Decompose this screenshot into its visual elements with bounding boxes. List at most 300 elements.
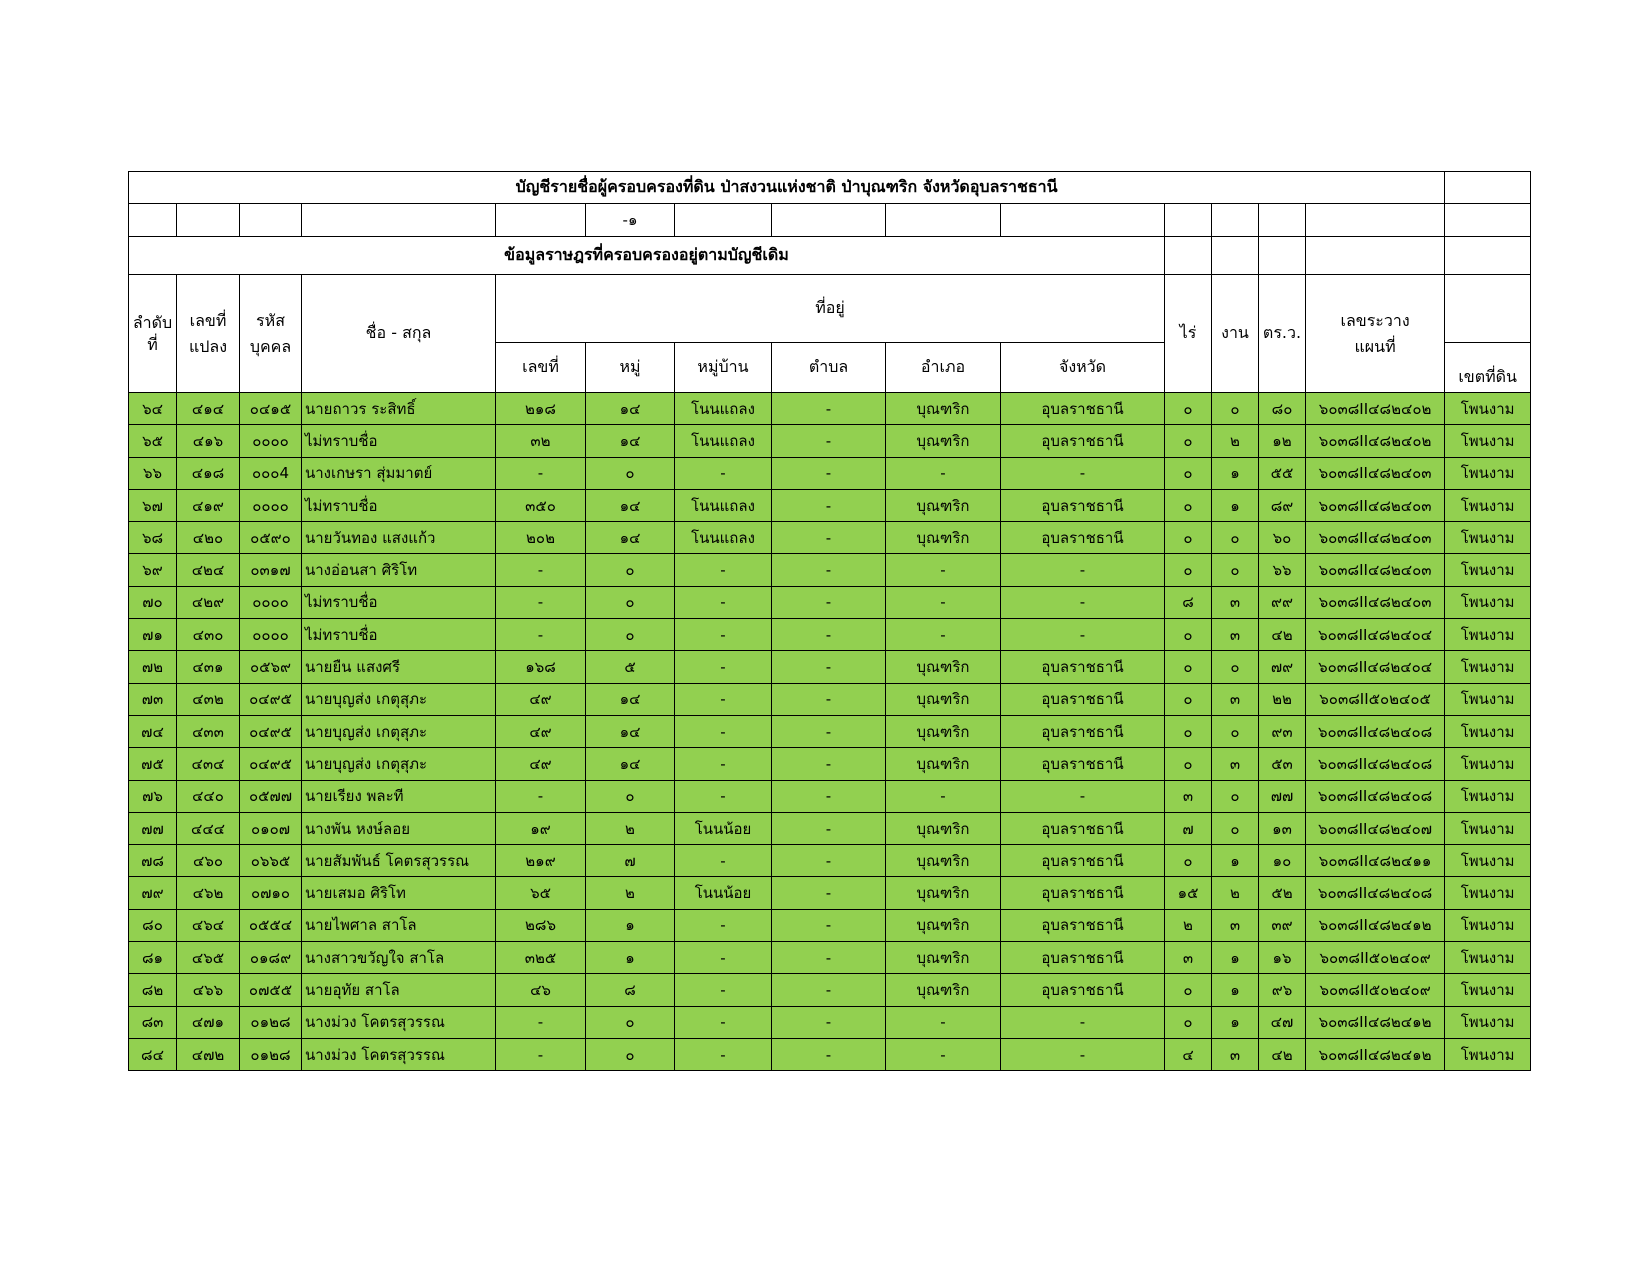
person-code-cell: ๐๑๐๗: [240, 812, 302, 844]
land-occupant-table: [128, 171, 1531, 1071]
person-code-cell: ๐๑๒๘: [240, 1038, 302, 1070]
house-no-cell: -: [496, 457, 586, 489]
sqwa-cell: ๘๐: [1259, 393, 1306, 425]
rai-cell: ๐: [1165, 619, 1212, 651]
rai-cell: ๐: [1165, 554, 1212, 586]
rai-cell: ๐: [1165, 457, 1212, 489]
rai-cell: ๔: [1165, 1038, 1212, 1070]
table-row: [129, 489, 1531, 521]
name-cell: นายบุญส่ง เกตุสุภะ: [302, 748, 496, 780]
house-no-cell: ๒๐๒: [496, 522, 586, 554]
sqwa-cell: ๒๒: [1259, 683, 1306, 715]
blank-cell: [1306, 204, 1445, 237]
house-no-cell: ๖๕: [496, 877, 586, 909]
person-code-cell: ๐๑๒๘: [240, 1006, 302, 1038]
amphoe-cell: บุณฑริก: [886, 522, 1001, 554]
name-cell: นางอ่อนสา ศิริโท: [302, 554, 496, 586]
blank-cell: [772, 204, 886, 237]
name-cell: นายถาวร ระสิทธิ์: [302, 393, 496, 425]
table-row: [129, 651, 1531, 683]
moo-cell: ๐: [586, 780, 675, 812]
table-body: [129, 393, 1531, 1071]
blank-cell: [240, 204, 302, 237]
house-no-cell: -: [496, 619, 586, 651]
table-row: [129, 974, 1531, 1006]
header-rai: ไร่: [1165, 275, 1212, 393]
table-row: [129, 748, 1531, 780]
sqwa-cell: ๘๙: [1259, 489, 1306, 521]
tambon-cell: -: [772, 845, 886, 877]
amphoe-cell: -: [886, 1038, 1001, 1070]
plot-cell: ๔๖๕: [177, 942, 240, 974]
sqwa-cell: ๕๒: [1259, 877, 1306, 909]
sqwa-cell: ๙๖: [1259, 974, 1306, 1006]
seq-cell: ๗๘: [129, 845, 177, 877]
header-name: ชื่อ - สกุล: [302, 275, 496, 393]
name-cell: นางพัน หงษ์ลอย: [302, 812, 496, 844]
seq-cell: ๗๑: [129, 619, 177, 651]
rai-cell: ๐: [1165, 715, 1212, 747]
rai-cell: ๐: [1165, 1006, 1212, 1038]
ngan-cell: ๐: [1212, 812, 1259, 844]
header-zone-top: [1445, 275, 1531, 343]
plot-cell: ๔๖๒: [177, 877, 240, 909]
amphoe-cell: -: [886, 780, 1001, 812]
title-side-cell: [1445, 172, 1531, 204]
blank-cell: [1259, 204, 1306, 237]
seq-cell: ๗๓: [129, 683, 177, 715]
rai-cell: ๒: [1165, 909, 1212, 941]
blank-cell: [1306, 237, 1445, 275]
amphoe-cell: บุณฑริก: [886, 425, 1001, 457]
village-cell: -: [675, 651, 772, 683]
plot-cell: ๔๖๔: [177, 909, 240, 941]
table-title: บัญชีรายชื่อผู้ครอบครองที่ดิน ป่าสงวนแห่งชาติ ป่าบุณฑริก จังหวัดอุบลราชธานี: [129, 172, 1445, 204]
village-cell: -: [675, 909, 772, 941]
moo-cell: ๘: [586, 974, 675, 1006]
sqwa-cell: ๖๐: [1259, 522, 1306, 554]
house-no-cell: ๑๙: [496, 812, 586, 844]
blank-cell: [1212, 204, 1259, 237]
blank-cell: [129, 204, 177, 237]
zone-cell: โพนงาม: [1445, 619, 1531, 651]
province-cell: อุบลราชธานี: [1001, 974, 1165, 1006]
seq-cell: ๗๔: [129, 715, 177, 747]
tambon-cell: -: [772, 522, 886, 554]
seq-cell: ๗๕: [129, 748, 177, 780]
map-sheet-cell: ๖๐๓๘II๔๘๒๔๐๓: [1306, 489, 1445, 521]
moo-cell: ๐: [586, 1038, 675, 1070]
person-code-cell: ๐๓๑๗: [240, 554, 302, 586]
table-row: [129, 619, 1531, 651]
village-cell: -: [675, 748, 772, 780]
seq-cell: ๘๒: [129, 974, 177, 1006]
zone-cell: โพนงาม: [1445, 780, 1531, 812]
seq-cell: ๖๘: [129, 522, 177, 554]
sqwa-cell: ๓๙: [1259, 909, 1306, 941]
ngan-cell: ๓: [1212, 683, 1259, 715]
rai-cell: ๐: [1165, 522, 1212, 554]
name-cell: นายเรียง พละที: [302, 780, 496, 812]
map-sheet-cell: ๖๐๓๘II๔๘๒๔๐๘: [1306, 748, 1445, 780]
house-no-cell: ๒๑๘: [496, 393, 586, 425]
name-cell: นายยืน แสงศรี: [302, 651, 496, 683]
ngan-cell: ๐: [1212, 554, 1259, 586]
name-cell: นางม่วง โคตรสุวรรณ: [302, 1006, 496, 1038]
plot-cell: ๔๓๑: [177, 651, 240, 683]
seq-cell: ๘๐: [129, 909, 177, 941]
amphoe-cell: -: [886, 457, 1001, 489]
amphoe-cell: บุณฑริก: [886, 715, 1001, 747]
ngan-cell: ๓: [1212, 909, 1259, 941]
province-cell: -: [1001, 619, 1165, 651]
table-row: [129, 909, 1531, 941]
map-sheet-cell: ๖๐๓๘II๕๐๒๔๐๙: [1306, 974, 1445, 1006]
rai-cell: ๑๕: [1165, 877, 1212, 909]
table-row: [129, 1038, 1531, 1070]
moo-cell: ๑๔: [586, 522, 675, 554]
moo-cell: ๐: [586, 554, 675, 586]
person-code-cell: ๐๐๐๐: [240, 425, 302, 457]
plot-cell: ๔๒๙: [177, 586, 240, 618]
blank-cell: [177, 204, 240, 237]
rai-cell: ๐: [1165, 489, 1212, 521]
name-cell: นายบุญส่ง เกตุสุภะ: [302, 715, 496, 747]
amphoe-cell: บุณฑริก: [886, 683, 1001, 715]
amphoe-cell: -: [886, 554, 1001, 586]
name-cell: นายวันทอง แสงแก้ว: [302, 522, 496, 554]
table-row: [129, 457, 1531, 489]
rai-cell: ๗: [1165, 812, 1212, 844]
table-row: [129, 683, 1531, 715]
name-cell: ไม่ทราบชื่อ: [302, 586, 496, 618]
table-subtitle: ข้อมูลราษฎรที่ครอบครองอยู่ตามบัญชีเดิม: [129, 237, 1165, 275]
map-sheet-cell: ๖๐๓๘II๔๘๒๔๑๒: [1306, 909, 1445, 941]
tambon-cell: -: [772, 651, 886, 683]
person-code-cell: ๐๗๑๐: [240, 877, 302, 909]
house-no-cell: ๑๖๘: [496, 651, 586, 683]
rai-cell: ๐: [1165, 651, 1212, 683]
sqwa-cell: ๔๗: [1259, 1006, 1306, 1038]
table-row: [129, 586, 1531, 618]
sqwa-cell: ๙๙: [1259, 586, 1306, 618]
name-cell: ไม่ทราบชื่อ: [302, 489, 496, 521]
table-row: [129, 393, 1531, 425]
tambon-cell: -: [772, 619, 886, 651]
person-code-cell: ๐๔๙๕: [240, 748, 302, 780]
person-code-cell: ๐๔๑๕: [240, 393, 302, 425]
map-sheet-cell: ๖๐๓๘II๔๘๒๔๐๔: [1306, 619, 1445, 651]
person-code-cell: ๐๕๙๐: [240, 522, 302, 554]
province-cell: อุบลราชธานี: [1001, 489, 1165, 521]
map-sheet-cell: ๖๐๓๘II๔๘๒๔๐๗: [1306, 812, 1445, 844]
person-code-cell: ๐๐๐๐: [240, 489, 302, 521]
moo-cell: ๑: [586, 909, 675, 941]
house-no-cell: ๔๙: [496, 715, 586, 747]
village-cell: โนนน้อย: [675, 812, 772, 844]
house-no-cell: ๒๘๖: [496, 909, 586, 941]
ngan-cell: ๒: [1212, 877, 1259, 909]
sqwa-cell: ๗๙: [1259, 651, 1306, 683]
blank-cell: [1165, 237, 1212, 275]
tambon-cell: -: [772, 877, 886, 909]
village-cell: โนนแถลง: [675, 522, 772, 554]
zone-cell: โพนงาม: [1445, 457, 1531, 489]
plot-cell: ๔๗๒: [177, 1038, 240, 1070]
seq-cell: ๖๗: [129, 489, 177, 521]
header-moo: หมู่: [586, 343, 675, 393]
header-ngan: งาน: [1212, 275, 1259, 393]
table-row: [129, 1006, 1531, 1038]
province-cell: อุบลราชธานี: [1001, 812, 1165, 844]
name-cell: นายบุญส่ง เกตุสุภะ: [302, 683, 496, 715]
province-cell: -: [1001, 780, 1165, 812]
name-cell: นางสาวขวัญใจ สาโล: [302, 942, 496, 974]
map-sheet-cell: ๖๐๓๘II๔๘๒๔๐๓: [1306, 457, 1445, 489]
table-row: [129, 877, 1531, 909]
rai-cell: ๐: [1165, 393, 1212, 425]
village-cell: โนนแถลง: [675, 425, 772, 457]
province-cell: อุบลราชธานี: [1001, 425, 1165, 457]
tambon-cell: -: [772, 1006, 886, 1038]
person-code-cell: ๐๐๐๐: [240, 586, 302, 618]
province-cell: -: [1001, 1006, 1165, 1038]
seq-cell: ๗๒: [129, 651, 177, 683]
map-sheet-cell: ๖๐๓๘II๔๘๒๔๐๓: [1306, 586, 1445, 618]
sqwa-cell: ๔๒: [1259, 619, 1306, 651]
plot-cell: ๔๔๐: [177, 780, 240, 812]
map-sheet-cell: ๖๐๓๘II๔๘๒๔๐๘: [1306, 780, 1445, 812]
zone-cell: โพนงาม: [1445, 651, 1531, 683]
ngan-cell: ๐: [1212, 780, 1259, 812]
ngan-cell: ๓: [1212, 748, 1259, 780]
house-no-cell: -: [496, 586, 586, 618]
seq-cell: ๖๔: [129, 393, 177, 425]
name-cell: นายสัมพันธ์ โคตรสุวรรณ: [302, 845, 496, 877]
ngan-cell: ๓: [1212, 586, 1259, 618]
sqwa-cell: ๑๓: [1259, 812, 1306, 844]
moo-cell: ๐: [586, 586, 675, 618]
amphoe-cell: บุณฑริก: [886, 651, 1001, 683]
village-cell: -: [675, 457, 772, 489]
moo-cell: ๑๔: [586, 715, 675, 747]
province-cell: อุบลราชธานี: [1001, 909, 1165, 941]
map-sheet-cell: ๖๐๓๘II๔๘๒๔๐๓: [1306, 554, 1445, 586]
sqwa-cell: ๗๗: [1259, 780, 1306, 812]
ngan-cell: ๐: [1212, 715, 1259, 747]
sqwa-cell: ๖๖: [1259, 554, 1306, 586]
house-no-cell: -: [496, 1038, 586, 1070]
tambon-cell: -: [772, 780, 886, 812]
map-sheet-cell: ๖๐๓๘II๔๘๒๔๐๘: [1306, 715, 1445, 747]
house-no-cell: ๔๖: [496, 974, 586, 1006]
ngan-cell: ๑: [1212, 457, 1259, 489]
amphoe-cell: -: [886, 1006, 1001, 1038]
sqwa-cell: ๙๓: [1259, 715, 1306, 747]
rai-cell: ๐: [1165, 748, 1212, 780]
map-sheet-cell: ๖๐๓๘II๔๘๒๔๐๒: [1306, 425, 1445, 457]
province-cell: -: [1001, 457, 1165, 489]
tambon-cell: -: [772, 974, 886, 1006]
moo-cell: ๕: [586, 651, 675, 683]
name-cell: นางม่วง โคตรสุวรรณ: [302, 1038, 496, 1070]
zone-cell: โพนงาม: [1445, 522, 1531, 554]
zone-cell: โพนงาม: [1445, 748, 1531, 780]
zone-cell: โพนงาม: [1445, 489, 1531, 521]
plot-cell: ๔๑๔: [177, 393, 240, 425]
rai-cell: ๓: [1165, 942, 1212, 974]
rai-cell: ๐: [1165, 425, 1212, 457]
person-code-cell: ๐๐๐๐: [240, 619, 302, 651]
map-sheet-cell: ๖๐๓๘II๔๘๒๔๐๘: [1306, 877, 1445, 909]
village-cell: -: [675, 683, 772, 715]
header-address: ที่อยู่: [496, 275, 1165, 343]
header-tambon: ตำบล: [772, 343, 886, 393]
village-cell: -: [675, 619, 772, 651]
plot-cell: ๔๒๔: [177, 554, 240, 586]
tambon-cell: -: [772, 457, 886, 489]
province-cell: -: [1001, 586, 1165, 618]
amphoe-cell: บุณฑริก: [886, 942, 1001, 974]
moo-cell: ๑๔: [586, 489, 675, 521]
province-cell: อุบลราชธานี: [1001, 845, 1165, 877]
ngan-cell: ๐: [1212, 522, 1259, 554]
ngan-cell: ๐: [1212, 393, 1259, 425]
village-cell: -: [675, 554, 772, 586]
table-row: [129, 715, 1531, 747]
sqwa-cell: ๑๒: [1259, 425, 1306, 457]
plot-cell: ๔๑๘: [177, 457, 240, 489]
person-code-cell: ๐๔๙๕: [240, 715, 302, 747]
house-no-cell: -: [496, 1006, 586, 1038]
page-label: -๑: [586, 204, 675, 237]
ngan-cell: ๑: [1212, 845, 1259, 877]
zone-cell: โพนงาม: [1445, 586, 1531, 618]
tambon-cell: -: [772, 812, 886, 844]
header-map-sheet: เลขระวางแผนที่: [1306, 275, 1445, 393]
header-province: จังหวัด: [1001, 343, 1165, 393]
province-cell: อุบลราชธานี: [1001, 877, 1165, 909]
province-cell: อุบลราชธานี: [1001, 942, 1165, 974]
table-row: [129, 942, 1531, 974]
tambon-cell: -: [772, 909, 886, 941]
table-row: [129, 425, 1531, 457]
village-cell: -: [675, 1006, 772, 1038]
blank-cell: [1165, 204, 1212, 237]
tambon-cell: -: [772, 683, 886, 715]
province-cell: อุบลราชธานี: [1001, 393, 1165, 425]
blank-cell: [1001, 204, 1165, 237]
tambon-cell: -: [772, 748, 886, 780]
village-cell: โนนแถลง: [675, 393, 772, 425]
sqwa-cell: ๕๓: [1259, 748, 1306, 780]
tambon-cell: -: [772, 942, 886, 974]
name-cell: นางเกษรา สุ่มมาตย์: [302, 457, 496, 489]
amphoe-cell: บุณฑริก: [886, 909, 1001, 941]
plot-cell: ๔๖๐: [177, 845, 240, 877]
rai-cell: ๘: [1165, 586, 1212, 618]
plot-cell: ๔๗๑: [177, 1006, 240, 1038]
seq-cell: ๗๙: [129, 877, 177, 909]
village-cell: -: [675, 942, 772, 974]
map-sheet-cell: ๖๐๓๘II๔๘๒๔๑๒: [1306, 1038, 1445, 1070]
name-cell: ไม่ทราบชื่อ: [302, 619, 496, 651]
table-row: [129, 780, 1531, 812]
rai-cell: ๐: [1165, 845, 1212, 877]
ngan-cell: ๓: [1212, 1038, 1259, 1070]
zone-cell: โพนงาม: [1445, 683, 1531, 715]
amphoe-cell: บุณฑริก: [886, 748, 1001, 780]
zone-cell: โพนงาม: [1445, 715, 1531, 747]
ngan-cell: ๑: [1212, 974, 1259, 1006]
table-row: [129, 522, 1531, 554]
blank-cell: [1445, 204, 1531, 237]
blank-cell: [302, 204, 496, 237]
person-code-cell: ๐๕๗๗: [240, 780, 302, 812]
name-cell: นายอุทัย สาโล: [302, 974, 496, 1006]
village-cell: -: [675, 845, 772, 877]
zone-cell: โพนงาม: [1445, 1038, 1531, 1070]
header-sqwa: ตร.ว.: [1259, 275, 1306, 393]
map-sheet-cell: ๖๐๓๘II๕๐๒๔๐๙: [1306, 942, 1445, 974]
zone-cell: โพนงาม: [1445, 845, 1531, 877]
sqwa-cell: ๑๐: [1259, 845, 1306, 877]
ngan-cell: ๓: [1212, 619, 1259, 651]
seq-cell: ๖๕: [129, 425, 177, 457]
amphoe-cell: บุณฑริก: [886, 877, 1001, 909]
header-plot: เลขที่แปลง: [177, 275, 240, 393]
village-cell: -: [675, 586, 772, 618]
moo-cell: ๒: [586, 812, 675, 844]
map-sheet-cell: ๖๐๓๘II๔๘๒๔๐๒: [1306, 393, 1445, 425]
house-no-cell: ๓๒: [496, 425, 586, 457]
tambon-cell: -: [772, 425, 886, 457]
province-cell: -: [1001, 554, 1165, 586]
amphoe-cell: บุณฑริก: [886, 393, 1001, 425]
table-row: [129, 845, 1531, 877]
sqwa-cell: ๕๕: [1259, 457, 1306, 489]
house-no-cell: ๓๕๐: [496, 489, 586, 521]
blank-cell: [1259, 237, 1306, 275]
seq-cell: ๖๙: [129, 554, 177, 586]
house-no-cell: -: [496, 780, 586, 812]
province-cell: อุบลราชธานี: [1001, 748, 1165, 780]
header-zone: เขตที่ดิน: [1445, 343, 1531, 393]
zone-cell: โพนงาม: [1445, 909, 1531, 941]
zone-cell: โพนงาม: [1445, 425, 1531, 457]
seq-cell: ๗๗: [129, 812, 177, 844]
seq-cell: ๖๖: [129, 457, 177, 489]
zone-cell: โพนงาม: [1445, 974, 1531, 1006]
house-no-cell: ๓๒๕: [496, 942, 586, 974]
plot-cell: ๔๓๒: [177, 683, 240, 715]
person-code-cell: ๐๗๕๕: [240, 974, 302, 1006]
map-sheet-cell: ๖๐๓๘II๔๘๒๔๑๒: [1306, 1006, 1445, 1038]
seq-cell: ๘๑: [129, 942, 177, 974]
moo-cell: ๒: [586, 877, 675, 909]
plot-cell: ๔๒๐: [177, 522, 240, 554]
sqwa-cell: ๔๒: [1259, 1038, 1306, 1070]
ngan-cell: ๐: [1212, 651, 1259, 683]
map-sheet-cell: ๖๐๓๘II๔๘๒๔๐๓: [1306, 522, 1445, 554]
province-cell: อุบลราชธานี: [1001, 522, 1165, 554]
name-cell: นายไพศาล สาโล: [302, 909, 496, 941]
amphoe-cell: -: [886, 619, 1001, 651]
province-cell: -: [1001, 1038, 1165, 1070]
plot-cell: ๔๖๖: [177, 974, 240, 1006]
moo-cell: ๑๔: [586, 683, 675, 715]
seq-cell: ๘๓: [129, 1006, 177, 1038]
